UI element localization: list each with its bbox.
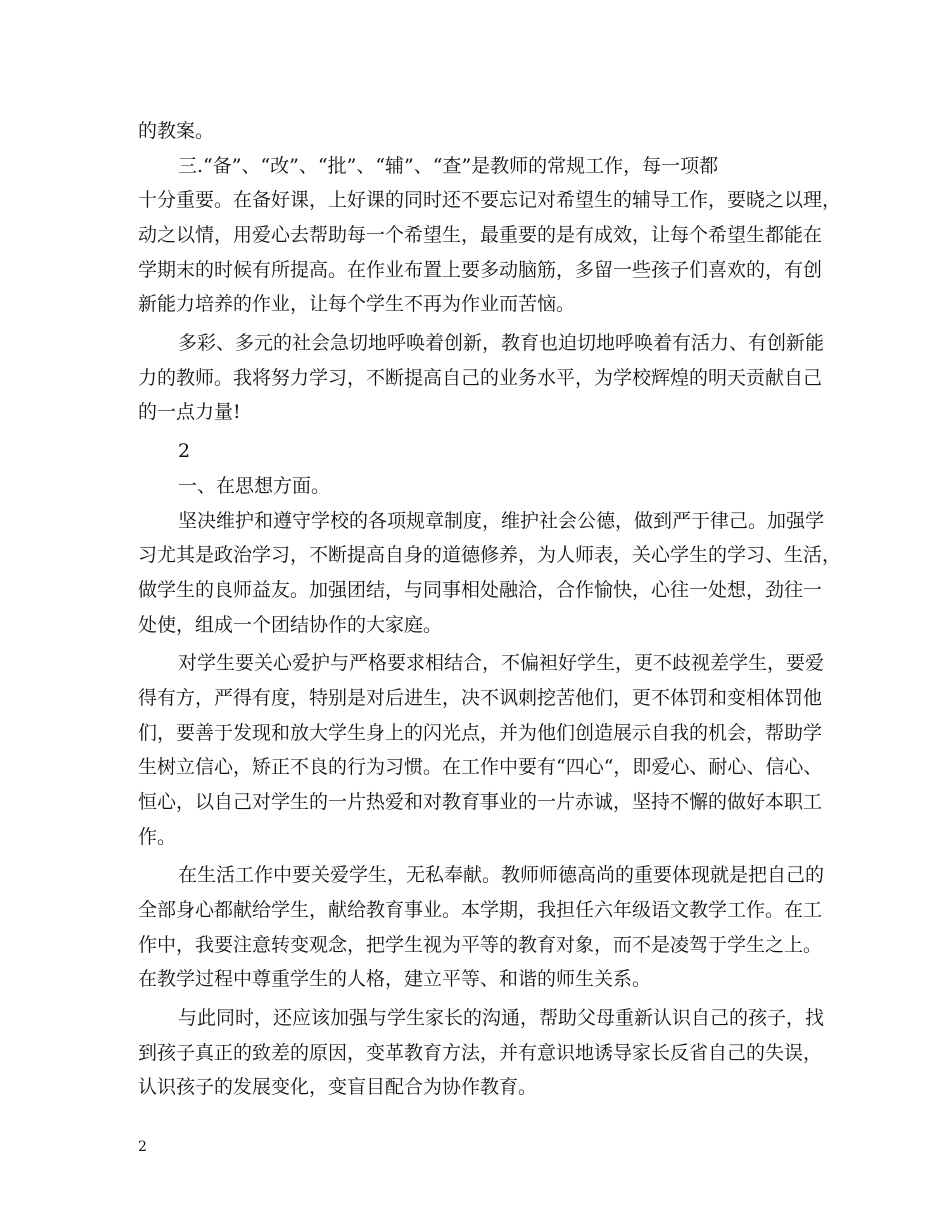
text-line [0,435,950,467]
text-line [0,505,950,537]
text-line [0,821,950,853]
line-text: 的教案。 [138,120,215,142]
text-line [0,327,950,359]
line-text: 做学生的良师益友。加强团结，与同事相处融洽，合作愉快，心往一处想，劲往一 [138,579,823,601]
text-line [0,929,950,961]
line-text: 学期末的时候有所提高。在作业布置上要多动脑筋，多留一些孩子们喜欢的，有创 [138,259,823,281]
text-line [0,396,950,428]
section-heading: 一、在思想方面。 [178,475,331,497]
text-line [0,539,950,571]
line-text: 在教学过程中尊重学生的人格，建立平等、和谐的师生关系。 [138,968,652,990]
text-line [0,1037,950,1069]
text-line [0,963,950,995]
text-line [0,609,950,641]
line-text: 的一点力量! [138,401,241,423]
page-number: 2 [138,1139,147,1155]
line-text: 动之以情，用爱心去帮助每一个希望生，最重要的是有成效，让每个希望生都能在 [138,224,823,246]
line-text: 全部身心都献给学生，献给教育事业。本学期，我担任六年级语文教学工作。在工 [138,899,823,921]
line-text: 恒心，以自己对学生的一片热爱和对教育事业的一片赤诚，坚持不懈的做好本职工 [138,791,823,813]
text-line [0,1071,950,1103]
text-line [0,254,950,286]
text-line [0,786,950,818]
text-line [0,894,950,926]
line-text: 生树立信心，矫正不良的行为习惯。在工作中要有“四心“，即爱心、耐心、信心、 [138,756,823,778]
line-text: 得有方，严得有度，特别是对后进生，决不讽刺挖苦他们，更不体罚和变相体罚他 [138,687,823,709]
line-text: 力的教师。我将努力学习，不断提高自己的业务水平，为学校辉煌的明天贡献自己 [138,367,823,389]
text-line [0,682,950,714]
line-text: 三.“备”、“改”、“批”、“辅”、“查”是教师的常规工作，每一项都 [178,155,719,177]
line-text: 习尤其是政治学习，不断提高自身的道德修养，为人师表，关心学生的学习、生活， [138,544,842,566]
text-line [0,362,950,394]
line-text: 坚决维护和遵守学校的各项规章制度，维护社会公德，做到严于律己。加强学 [178,510,825,532]
line-text: 作中，我要注意转变观念，把学生视为平等的教育对象，而不是凌驾于学生之上。 [138,934,823,956]
line-text: 处使，组成一个团结协作的大家庭。 [138,614,443,636]
text-line [0,115,950,147]
line-text: 新能力培养的作业，让每个学生不再为作业而苦恼。 [138,293,576,315]
text-line [0,219,950,251]
text-line [0,184,950,216]
text-line [0,647,950,679]
line-text: 对学生要关心爱护与严格要求相结合，不偏袒好学生，更不歧视差学生，要爱 [178,652,825,674]
text-line [0,1002,950,1034]
text-line [0,470,950,502]
line-text: 作。 [138,826,177,848]
line-text: 多彩、多元的社会急切地呼唤着创新，教育也迫切地呼唤着有活力、有创新能 [178,332,825,354]
line-text: 认识孩子的发展变化，变盲目配合为协作教育。 [138,1076,538,1098]
line-text: 十分重要。在备好课，上好课的同时还不要忘记对希望生的辅导工作，要晓之以理， [138,189,842,211]
text-line [0,288,950,320]
text-line [0,150,950,182]
line-text: 们，要善于发现和放大学生身上的闪光点，并为他们创造展示自我的机会，帮助学 [138,722,823,744]
text-line [0,574,950,606]
line-text: 到孩子真正的致差的原因，变革教育方法，并有意识地诱导家长反省自己的失误， [138,1042,823,1064]
text-line [0,859,950,891]
line-text: 与此同时，还应该加强与学生家长的沟通，帮助父母重新认识自己的孩子，找 [178,1007,825,1029]
line-text: 在生活工作中要关爱学生，无私奉献。教师师德高尚的重要体现就是把自己的 [178,864,825,886]
text-line [0,751,950,783]
text-line [0,717,950,749]
section-number: 2 [178,440,191,462]
